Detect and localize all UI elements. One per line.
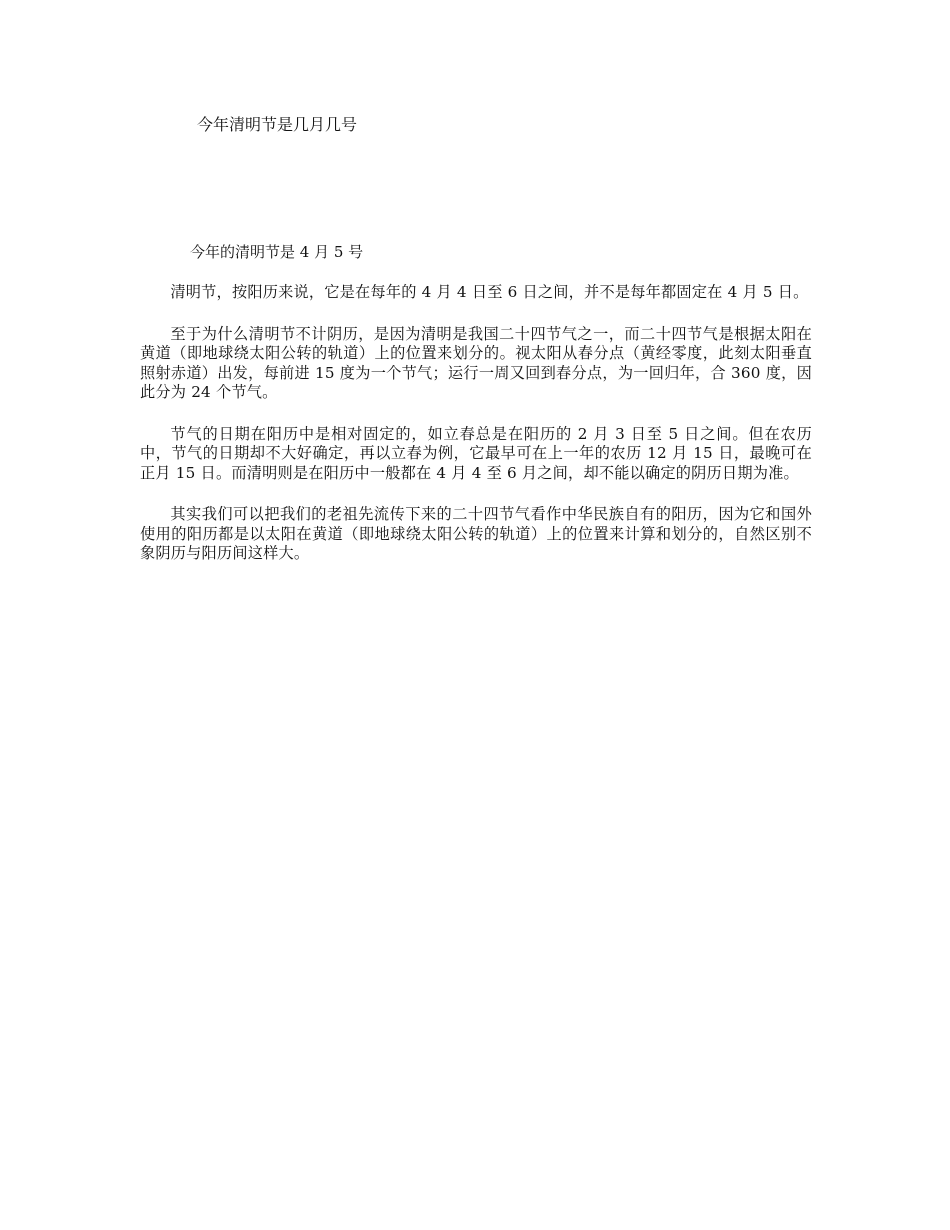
paragraph-3: 节气的日期在阳历中是相对固定的，如立春总是在阳历的 2 月 3 日至 5 日之间。但在农历中，节气的日期却不大好确定，再以立春为例，它最早可在上一年的农历 12 月 15 日，最晚可在正月 15 日。而清明则是在阳历中一般都在 4 月 4 至 6 月之间，却不能以确定的阴历日期为准。 <box>140 424 812 482</box>
document-title: 今年清明节是几月几号 <box>197 115 358 134</box>
paragraph-4: 其实我们可以把我们的老祖先流传下来的二十四节气看作中华民族自有的阳历，因为它和国外使用的阳历都是以太阳在黄道（即地球绕太阳公转的轨道）上的位置来计算和划分的，自然区别不象阴历与阳历间这样大。 <box>140 505 812 562</box>
answer-line: 今年的清明节是 4 月 5 号 <box>190 243 364 261</box>
document-body <box>140 283 812 586</box>
paragraph-1: 清明节，按阳历来说，它是在每年的 4 月 4 日至 6 日之间，并不是每年都固定在 4 月 5 日。 <box>170 283 809 301</box>
paragraph-2: 至于为什么清明节不计阴历，是因为清明是我国二十四节气之一，而二十四节气是根据太阳在黄道（即地球绕太阳公转的轨道）上的位置来划分的。视太阳从春分点（黄经零度，此刻太阳垂直照射赤道）出发，每前进 15 度为一个节气；运行一周又回到春分点，为一回归年，合 360 度，因此分为 24 个节气。 <box>140 324 812 401</box>
